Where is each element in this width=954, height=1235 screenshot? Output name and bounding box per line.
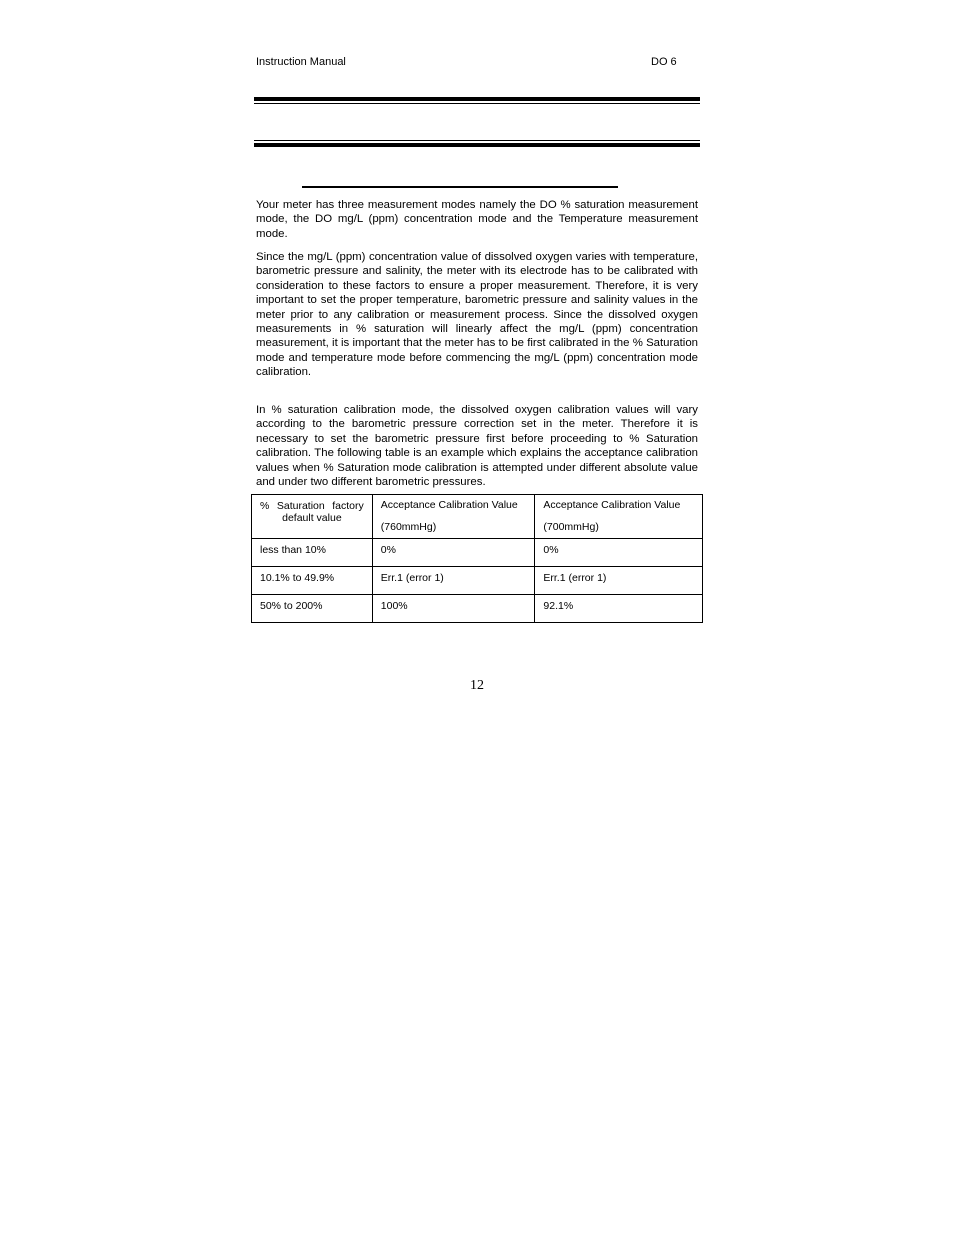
calibration-table	[251, 494, 703, 623]
table-cell: Err.1 (error 1)	[372, 567, 535, 595]
table-header-row	[252, 495, 703, 539]
paragraph-modes: Your meter has three measurement modes namely the DO % saturation measurement mode, the DO mg/L (ppm) concentration mode and the Temperature measurement mode.	[256, 199, 698, 240]
header-title: Instruction Manual	[256, 56, 346, 68]
table-cell: 92.1%	[535, 595, 703, 623]
table-cell: 10.1% to 49.9%	[252, 567, 373, 595]
header-700mmhg-label: Acceptance Calibration Value	[543, 499, 681, 511]
paragraph-calibration-factors: Since the mg/L (ppm) concentration value of dissolved oxygen varies with temperature, barometric pressure and salinity, the meter with its electrode has to be calibrated with consideration to these factors to ensure a proper measurement. Therefore, it is very important to set the proper temperature, barometric pressure and salinity values in the meter prior to any calibration or measurement process. Since the dissolved oxygen measurements in % saturation will linearly affect the mg/L (ppm) concentration measurement, it is important that the meter has to be first calibrated in the % Saturation mode and temperature mode before commencing the mg/L (ppm) concentration mode calibration.	[256, 251, 698, 379]
table-cell: 100%	[372, 595, 535, 623]
page-number: 12	[470, 678, 484, 693]
middle-rule-thin	[254, 140, 700, 141]
header-760mmhg-pressure: (760mmHg)	[380, 521, 437, 533]
header-760mmhg-label: Acceptance Calibration Value	[380, 499, 518, 511]
header-model: DO 6	[651, 56, 677, 68]
table-cell: 50% to 200%	[252, 595, 373, 623]
header-700mmhg	[535, 495, 703, 539]
table-cell: 0%	[372, 539, 535, 567]
table-row	[252, 567, 703, 595]
paragraph-saturation-calibration: In % saturation calibration mode, the dissolved oxygen calibration values will vary according to the barometric pressure correction set in the meter. Therefore it is necessary to set the barometric pressure first before proceeding to % Saturation calibration. The following table is an example which explains the acceptance calibration values when % Saturation mode calibration is attempted under different absolute value and under two different barometric pressures.	[256, 404, 698, 489]
header-760mmhg	[372, 495, 535, 539]
table-cell: less than 10%	[252, 539, 373, 567]
section-underline	[302, 186, 618, 188]
table-row	[252, 539, 703, 567]
middle-rule-thick	[254, 143, 700, 147]
table-cell: Err.1 (error 1)	[535, 567, 703, 595]
header-700mmhg-pressure: (700mmHg)	[543, 521, 599, 533]
top-rule-thin	[254, 103, 700, 104]
header-saturation-default: % Saturation factory default value	[252, 495, 373, 539]
table-row	[252, 595, 703, 623]
top-rule-thick	[254, 97, 700, 101]
table-cell: 0%	[535, 539, 703, 567]
